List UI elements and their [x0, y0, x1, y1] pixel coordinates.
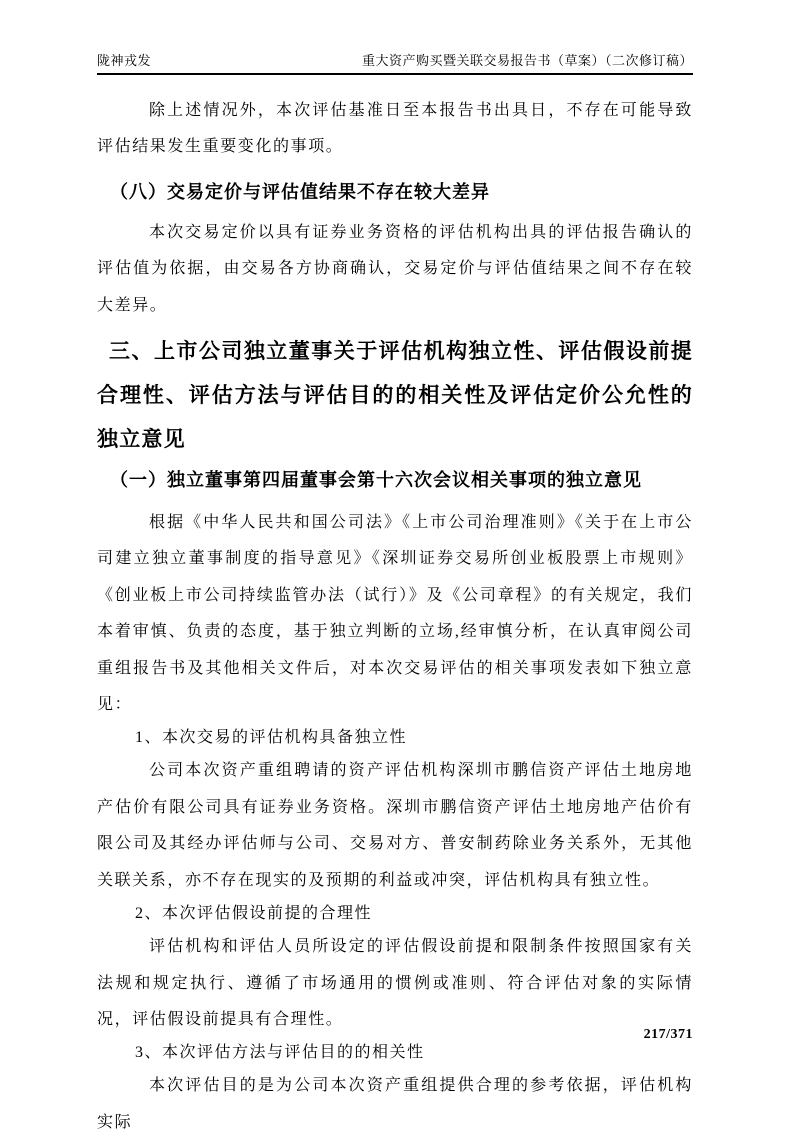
page-number: 217/371: [643, 1027, 693, 1042]
paragraph-no-major-changes: 除上述情况外，本次评估基准日至本报告书出具日，不存在可能导致评估结果发生重要变化的事项。: [97, 102, 693, 156]
item-1-body: 公司本次资产重组聘请的资产评估机构深圳市鹏信资产评估土地房地产估价有限公司具有证券业务资格。深圳市鹏信资产评估土地房地产估价有限公司及其经办评估师与公司、交易对方、普安制药除业务关系外，无其他关联关系，亦不存在现实的及预期的利益或冲突，评估机构具有独立性。: [97, 762, 693, 889]
heading-subsection-1-board-meeting-opinion: （一）独立董事第四届董事会第十六次会议相关事项的独立意见: [110, 470, 642, 491]
item-3-title-method-relevance: 3、本次评估方法与评估目的的相关性: [135, 1044, 425, 1062]
header-company-name: 陇神戎发: [97, 53, 152, 68]
paragraph-legal-basis: 根据《中华人民共和国公司法》《上市公司治理准则》《关于在上市公司建立独立董事制度的指导意见》《深圳证券交易所创业板股票上市规则》《创业板上市公司持续监管办法（试行）》及《公司章程》的有关规定，我们本着审慎、负责的态度，基于独立判断的立场,经审慎分析，在认真审阅公司重组报告书及其他相关文件后，对本次交易评估的相关事项发表如下独立意见：: [97, 514, 693, 714]
item-2-body: 评估机构和评估人员所设定的评估假设前提和限制条件按照国家有关法规和规定执行、遵循了市场通用的惯例或准则、符合评估对象的实际情况，评估假设前提具有合理性。: [97, 938, 693, 1028]
header-document-title: 重大资产购买暨关联交易报告书（草案）（二次修订稿）: [361, 53, 693, 68]
heading-chapter-3-independent-directors-opinion: 三、上市公司独立董事关于评估机构独立性、评估假设前提合理性、评估方法与评估目的的相关性及评估定价公允性的独立意见: [97, 340, 693, 452]
item-2-title-assumptions-reasonableness: 2、本次评估假设前提的合理性: [135, 905, 373, 923]
heading-section-8: （八）交易定价与评估值结果不存在较大差异: [110, 181, 490, 202]
page-body: [97, 93, 693, 1141]
item-3-body: 本次评估目的是为公司本次资产重组提供合理的参考依据，评估机构实际: [97, 1077, 693, 1131]
item-1-title-appraiser-independence: 1、本次交易的评估机构具备独立性: [135, 729, 408, 747]
page-header: [97, 50, 693, 75]
paragraph-pricing-no-difference: 本次交易定价以具有证券业务资格的评估机构出具的评估报告确认的评估值为依据，由交易各方协商确认，交易定价与评估值结果之间不存在较大差异。: [97, 223, 693, 314]
